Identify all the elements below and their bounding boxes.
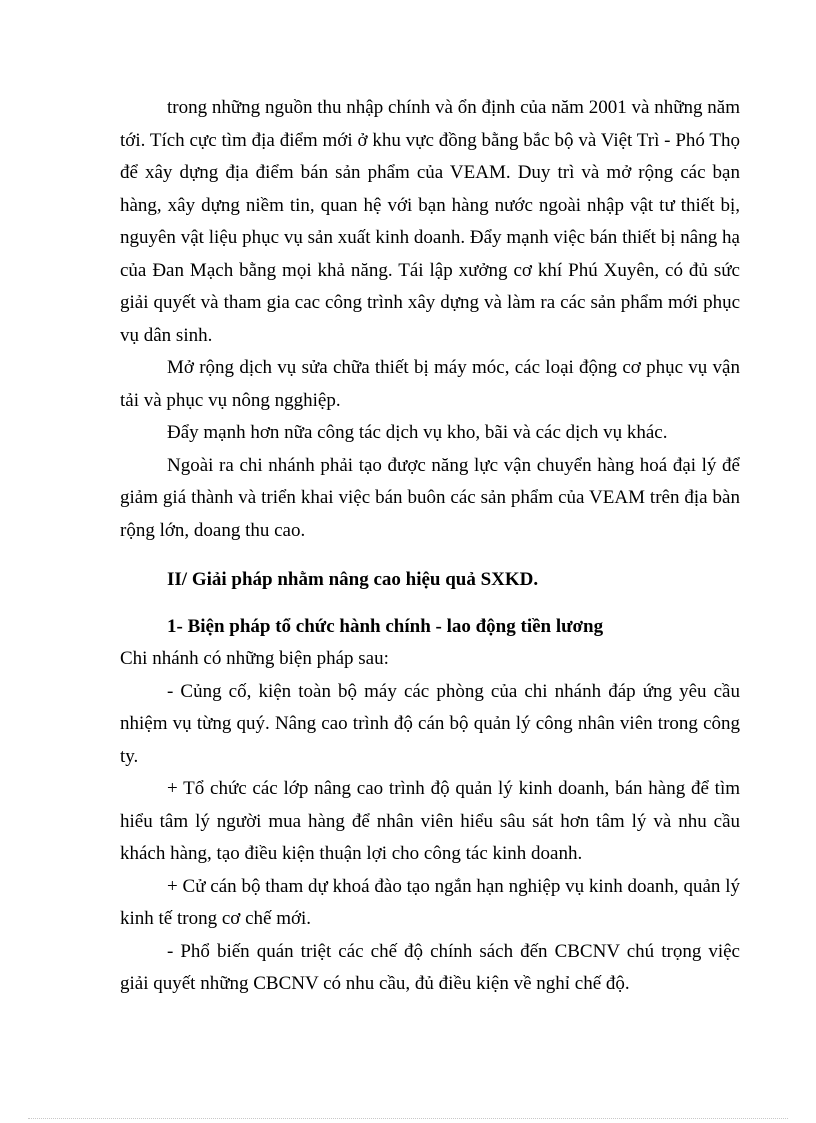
paragraph-income-sources: trong những nguồn thu nhập chính và ổn định của năm 2001 và những năm tới. Tích cực tìm địa điểm mới ở khu vực đồng bằng bắc bộ và Việt Trì - Phó Thọ để xây dựng địa điểm bán sản phẩm của VEAM. Duy trì và mở rộng các bạn hàng, xây dựng niềm tin, quan hệ với bạn hàng nước ngoài nhập vật tư thiết bị, nguyên vật liệu phục vụ sản xuất kinh doanh. Đẩy mạnh việc bán thiết bị nâng hạ của Đan Mạch bằng mọi khả năng. Tái lập xưởng cơ khí Phú Xuyên, có đủ sức giải quyết và tham gia cac công trình xây dựng và làm ra các sản phẩm mới phục vụ dân sinh. xyxy=(120,97,740,346)
measure-item: + Tổ chức các lớp nâng cao trình độ quản lý kinh doanh, bán hàng để tìm hiểu tâm lý người mua hàng để nhân viên hiểu sâu sát hơn tâm lý và nhu cầu khách hàng, tạo điều kiện thuận lợi cho công tác kinh doanh. xyxy=(120,778,740,864)
paragraph-transport-capacity: Ngoài ra chi nhánh phải tạo được năng lực vận chuyển hàng hoá đại lý để giảm giá thành và triển khai việc bán buôn các sản phẩm của VEAM trên địa bàn rộng lớn, doang thu cao. xyxy=(120,454,740,541)
page-bottom-divider xyxy=(28,1118,788,1119)
paragraph-warehouse-services: Đẩy mạnh hơn nữa công tác dịch vụ kho, bãi và các dịch vụ khác. xyxy=(167,422,668,443)
measure-item: + Cử cán bộ tham dự khoá đào tạo ngắn hạn nghiệp vụ kinh doanh, quản lý kinh tế trong cơ chế mới. xyxy=(120,875,740,929)
measure-item: - Phổ biến quán triệt các chế độ chính sách đến CBCNV chú trọng việc giải quyết những CBCNV có nhu cầu, đủ điều kiện về nghỉ chế độ. xyxy=(120,940,740,994)
measure-item: - Củng cố, kiện toàn bộ máy các phòng của chi nhánh đáp ứng yêu cầu nhiệm vụ từng quý. Nâng cao trình độ cán bộ quản lý công nhân viên trong công ty. xyxy=(120,680,740,767)
intro-line: Chi nhánh có những biện pháp sau: xyxy=(120,648,389,669)
paragraph-repair-services: Mở rộng dịch vụ sửa chữa thiết bị máy móc, các loại động cơ phục vụ vận tải và phục vụ nông ngghiệp. xyxy=(120,357,740,411)
section-heading: II/ Giải pháp nhằm nâng cao hiệu quả SXKD. xyxy=(167,569,539,590)
subsection-heading: 1- Biện pháp tổ chức hành chính - lao động tiền lương xyxy=(167,615,604,637)
document-body xyxy=(120,92,740,1001)
